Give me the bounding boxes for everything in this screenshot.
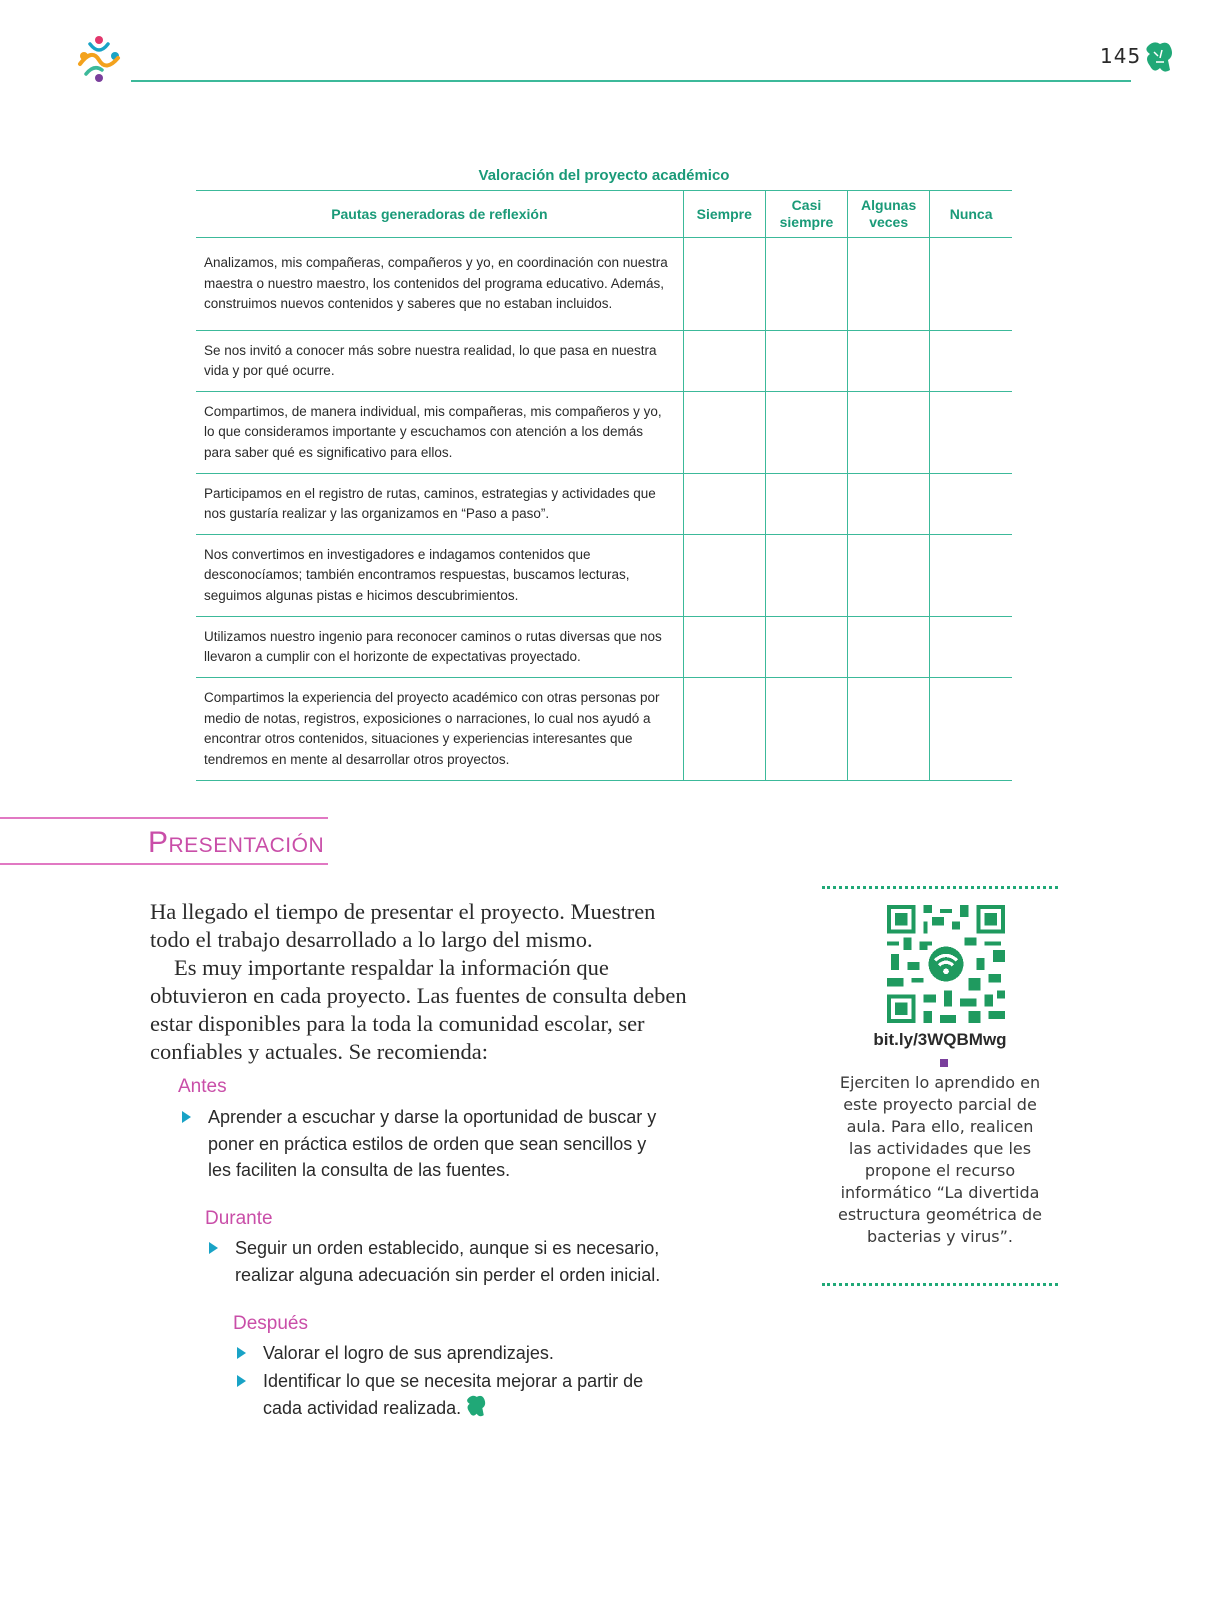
sidebar-rule-bottom <box>822 1283 1058 1286</box>
section-rule-bottom <box>0 863 328 865</box>
subheading-durante: Durante <box>205 1208 273 1229</box>
rating-cell[interactable] <box>683 617 765 678</box>
rating-cell[interactable] <box>848 535 930 617</box>
table-row <box>196 535 1012 617</box>
rating-cell[interactable] <box>930 678 1012 781</box>
evaluation-table <box>196 190 1012 781</box>
table-header-row <box>196 191 1012 238</box>
table-row <box>196 474 1012 535</box>
rating-cell[interactable] <box>683 535 765 617</box>
rating-cell[interactable] <box>848 238 930 331</box>
rating-cell[interactable] <box>930 535 1012 617</box>
bullet-arrow-icon <box>209 1242 218 1254</box>
column-header-nunca: Nunca <box>930 191 1012 238</box>
rating-cell[interactable] <box>848 617 930 678</box>
rating-cell[interactable] <box>765 238 847 331</box>
list-item-text: Valorar el logro de sus aprendizajes. <box>263 1343 554 1363</box>
rating-cell[interactable] <box>765 331 847 392</box>
rating-cell[interactable] <box>930 238 1012 331</box>
paragraph: Es muy importante respaldar la información que obtuvieron en cada proyecto. Las fuentes de consulta deben estar disponibles para la toda la comunidad escolar, ser confiables y actuales. Se recomienda: <box>150 955 687 1064</box>
sidebar-rule-top <box>822 886 1058 889</box>
book-logo-icon <box>72 34 126 84</box>
column-header-siempre: Siempre <box>683 191 765 238</box>
list-antes <box>178 1104 668 1185</box>
table-row <box>196 331 1012 392</box>
list-item-text: Aprender a escuchar y darse la oportunidad de buscar y poner en práctica estilos de orden que sean sencillos y les faciliten la consulta de las fuentes. <box>208 1107 657 1180</box>
table-title: Valoración del proyecto académico <box>478 167 730 184</box>
rating-cell[interactable] <box>930 617 1012 678</box>
criterion-cell: Utilizamos nuestro ingenio para reconocer caminos o rutas diversas que nos llevaron a cumplir con el horizonte de expectativas proyectado. <box>196 617 683 678</box>
corner-glyph-icon <box>1144 40 1174 74</box>
header-rule <box>131 80 1131 82</box>
list-item <box>178 1104 668 1184</box>
rating-cell[interactable] <box>683 238 765 331</box>
list-item <box>205 1235 675 1288</box>
rating-cell[interactable] <box>683 331 765 392</box>
list-item-text: Seguir un orden establecido, aunque si es necesario, realizar alguna adecuación sin perder el orden inicial. <box>235 1238 661 1285</box>
rating-cell[interactable] <box>765 617 847 678</box>
sidebar-text: Ejerciten lo aprendido en este proyecto parcial de aula. Para ello, realicen las actividades que les propone el recurso informático “La divertida estructura geométrica de bacterias y virus”. <box>837 1073 1043 1246</box>
table-row <box>196 238 1012 331</box>
list-item <box>233 1368 653 1422</box>
rating-cell[interactable] <box>848 331 930 392</box>
column-header-algunas-veces: Algunas veces <box>848 191 930 238</box>
criterion-cell: Compartimos, de manera individual, mis compañeras, mis compañeros y yo, lo que consideramos importante y escuchamos con atención a los demás para saber qué es significativo para ellos. <box>196 392 683 474</box>
bullet-arrow-icon <box>182 1111 191 1123</box>
rating-cell[interactable] <box>930 474 1012 535</box>
bullet-arrow-icon <box>237 1347 246 1359</box>
rating-cell[interactable] <box>848 678 930 781</box>
qr-link[interactable]: bit.ly/3WQBMwg <box>873 1030 1007 1049</box>
rating-cell[interactable] <box>765 392 847 474</box>
criterion-cell: Analizamos, mis compañeras, compañeros y yo, en coordinación con nuestra maestra o nuestro maestro, los contenidos del programa educativo. Además, construimos nuevos contenidos y saberes que no estaban incluidos. <box>196 238 683 331</box>
column-header-criteria: Pautas generadoras de reflexión <box>196 191 683 238</box>
corner-glyph-icon <box>465 1394 487 1418</box>
rating-cell[interactable] <box>930 331 1012 392</box>
page-number: 145 <box>1100 44 1142 68</box>
intro-text <box>150 898 690 1066</box>
column-header-casi-siempre: Casi siempre <box>765 191 847 238</box>
criterion-cell: Se nos invitó a conocer más sobre nuestra realidad, lo que pasa en nuestra vida y por qué ocurre. <box>196 331 683 392</box>
bullet-arrow-icon <box>237 1375 246 1387</box>
table-row <box>196 392 1012 474</box>
list-item-text: Identificar lo que se necesita mejorar a partir de cada actividad realizada. <box>263 1370 644 1418</box>
criterion-cell: Participamos en el registro de rutas, caminos, estrategias y actividades que nos gustaría realizar y las organizamos en “Paso a paso”. <box>196 474 683 535</box>
rating-cell[interactable] <box>683 678 765 781</box>
rating-cell[interactable] <box>848 474 930 535</box>
subheading-despues: Después <box>233 1313 308 1334</box>
rating-cell[interactable] <box>765 474 847 535</box>
criterion-cell: Nos convertimos en investigadores e indagamos contenidos que desconocíamos; también encontramos respuestas, buscamos lecturas, seguimos algunas pistas e hicimos descubrimientos. <box>196 535 683 617</box>
rating-cell[interactable] <box>765 535 847 617</box>
list-item <box>233 1340 653 1367</box>
rating-cell[interactable] <box>765 678 847 781</box>
rating-cell[interactable] <box>848 392 930 474</box>
table-row <box>196 678 1012 781</box>
criterion-cell: Compartimos la experiencia del proyecto académico con otras personas por medio de notas, registros, exposiciones o narraciones, lo cual nos ayudó a encontrar otros contenidos, situaciones y experiencias interesantes que tendremos en mente al desarrollar otros proyectos. <box>196 678 683 781</box>
section-title: Presentación <box>148 826 325 859</box>
subheading-antes: Antes <box>178 1076 227 1097</box>
rating-cell[interactable] <box>683 474 765 535</box>
section-rule-top <box>0 817 328 819</box>
rating-cell[interactable] <box>683 392 765 474</box>
rating-cell[interactable] <box>930 392 1012 474</box>
sidebar-marker <box>940 1059 948 1067</box>
table-row <box>196 617 1012 678</box>
paragraph: Ha llegado el tiempo de presentar el proyecto. Muestren todo el trabajo desarrollado a lo largo del mismo. <box>150 899 656 952</box>
qr-code-icon[interactable] <box>887 905 1005 1023</box>
list-durante <box>205 1235 675 1289</box>
list-despues <box>233 1340 653 1423</box>
